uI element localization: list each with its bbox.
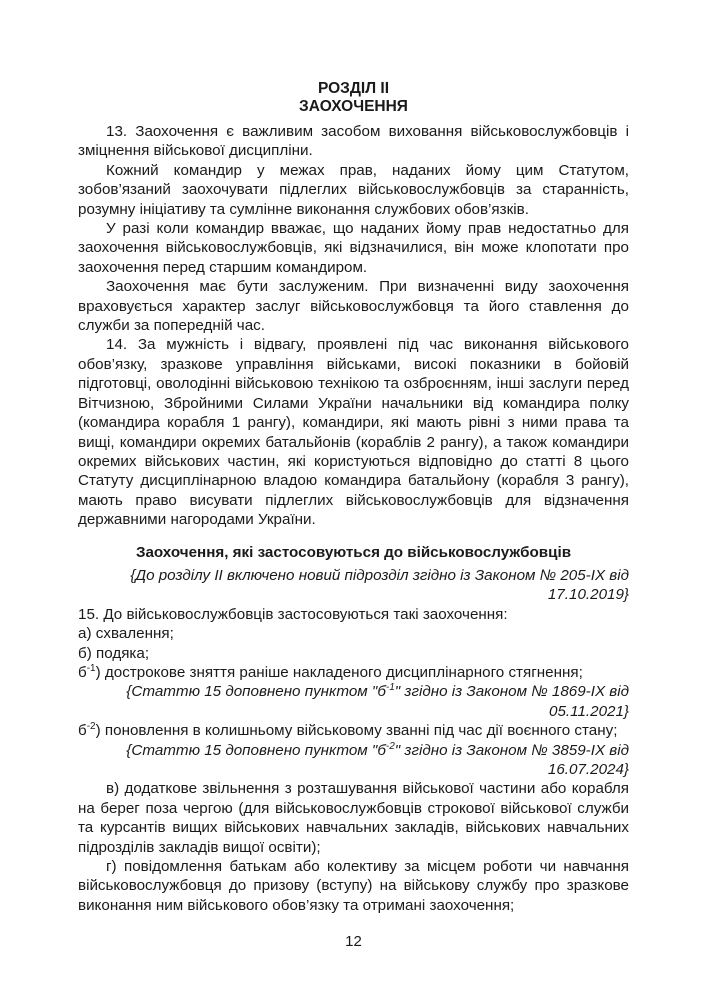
list-item-text: повідомлення батькам або колективу за місцем роботи чи навчання військовослужбовця до призову (вступу) на військову службу про зразкове виконання ним військового обов’язку та отримані заохочення; [78,858,629,914]
amendment-note-date: 16.07.2024} [547,761,629,778]
list-item-label: $б^{-2}$) [78,721,101,740]
amendment-note-text: {До розділу II включено новий підрозділ згідно із Законом № 205-IX від [130,566,629,584]
paragraph-13-deserved: Заохочення має бути заслуженим. При визначенні виду заохочення враховується характер заслуг військовослужбовця та його ставлення до служби за попередній час. [78,278,629,335]
section-number: РОЗДІЛ ІІ [317,80,390,97]
list-item-label: $б^{-1}$) [78,662,101,681]
list-item-text: схвалення; [95,625,174,643]
paragraph-13-commander: Кожний командир у межах прав, наданих йому цим Статутом, зобов’язаний заохочувати підлеглих військовослужбовців за старанність, розумну ініціативу та сумлінне виконання службових обов’язків. [78,161,629,218]
list-item-label: г) [106,858,117,876]
article-15-intro: 15. До військовослужбовців застосовуються такі заохочення: [78,605,508,623]
paragraph-13-insufficient-rights: У разі коли командир вважає, що наданих йому прав недостатньо для заохочення військовослужбовців, які відзначилися, він може клопотати про заохочення перед старшим командиром. [78,220,629,276]
amendment-note-b1 [78,682,629,721]
amendment-note-subsection [78,566,629,605]
list-item-text: дострокове зняття раніше накладеного дисциплінарного стягнення; [104,663,583,681]
list-item-b [78,644,629,663]
list-item-label: а) [78,625,92,643]
amendment-note-date: 17.10.2019} [547,586,629,604]
list-item-g [78,857,629,915]
list-item-b2 [78,721,629,740]
list-item-label: б) [78,644,92,662]
subsection-title: Заохочення, які застосовуються до військовослужбовців [135,543,572,561]
list-item-label: в) [106,780,120,798]
list-item-b1 [78,663,629,682]
amendment-note-date: 05.11.2021} [549,702,629,720]
amendment-note-text: {Статтю 15 доповнено пунктом "$б^{-2}$" згідно із Законом № 3859-IX від [126,740,629,759]
paragraph-14: 14. За мужність і відвагу, проявлені під час виконання військового обов’язку, зразкове управління військами, високі показники в бойовій підготовці, оволодінні військовою технікою та озброєнням, інші заслуги перед Вітчизною, Збройними Силами України начальники від командира полку (командира корабля 1 рангу), командири, які мають рівні з ними права та вищі, командири окремих батальйонів (кораблів 2 рангу), а також командири окремих військових частин, які користуються відповідно до статті 8 цього Статуту дисциплінарною владою командира батальйону (корабля 3 рангу), мають право висувати підлеглих військовослужбовців для відзначення державними нагородами України. [78,336,629,529]
list-item-a [78,624,629,643]
document-page [78,80,629,915]
list-item-text: поновлення в колишньому військовому званні під час дії воєнного стану; [104,722,618,740]
section-title: ЗАОХОЧЕННЯ [299,98,408,115]
list-item-v [78,779,629,857]
amendment-note-b2 [78,741,629,780]
list-item-text: подяка; [96,644,150,662]
page-number: 12 [345,933,362,950]
list-item-text: додаткове звільнення з розташування військової частини або корабля на берег поза чергою (для військовослужбовців строкової військової служби та курсантів вищих військових навчальних закладів, військових навчальних підрозділів закладів вищої освіти); [78,780,629,856]
paragraph-13: 13. Заохочення є важливим засобом виховання військовослужбовців і зміцнення військової дисципліни. [78,123,629,160]
amendment-note-text: {Статтю 15 доповнено пунктом "$б^{-1}$" згідно із Законом № 1869-IX від [126,682,629,701]
